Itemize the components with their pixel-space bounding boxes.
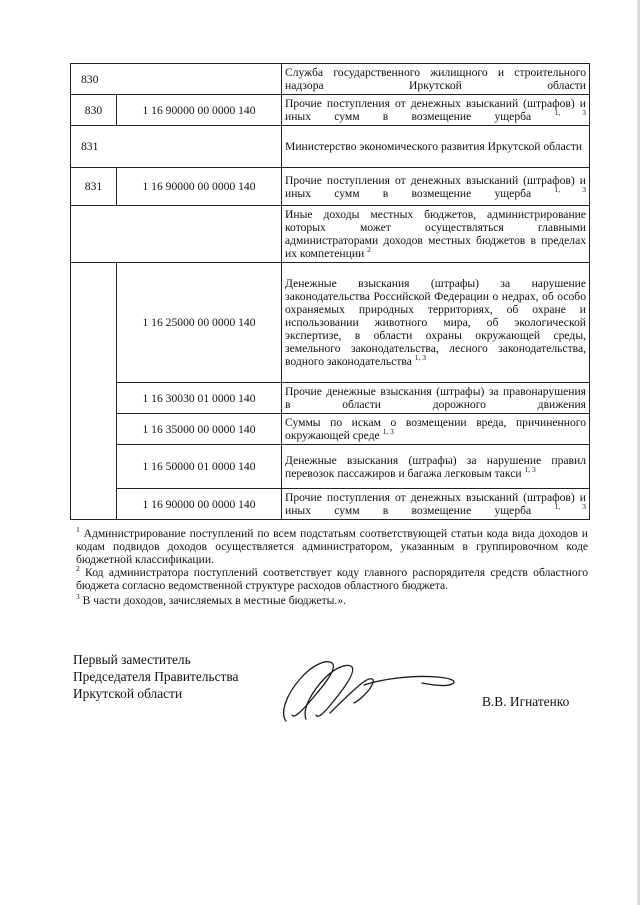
revenue-name-text: Денежные взыскания (штрафы) за нарушение законодательства Российской Федерации о недрах, об особо охраняемых природных территориях, об охране и использовании животного мира, об экологической экспертизе, в области охраны окружающей среды, земельного законодательства, лесного законодательства, водного законодательства <box>285 277 587 368</box>
table-row <box>71 126 590 168</box>
footnote-text: В части доходов, зачисляемых в местные бюджеты.». <box>82 594 347 607</box>
signatory-title <box>73 651 238 702</box>
revenue-name-text: Прочие поступления от денежных взысканий (штрафов) и иных сумм в возмещение ущерба <box>285 491 587 517</box>
revenue-name-cell <box>282 445 590 489</box>
footnote-reference: 1, 3 <box>382 427 394 437</box>
revenue-code-cell: 1 16 50000 01 0000 140 <box>117 445 282 489</box>
revenue-name-text: Прочие поступления от денежных взысканий (штрафов) и иных сумм в возмещение ущерба <box>285 173 587 200</box>
revenue-code-cell: 1 16 90000 00 0000 140 <box>117 489 282 520</box>
revenue-name-text: Министерство экономического развития Иркутской области <box>285 140 583 153</box>
table-row <box>71 383 590 414</box>
revenue-name-cell <box>282 64 590 95</box>
footnote-3 <box>76 594 588 607</box>
table-row <box>71 445 590 489</box>
signatory-title-line: Первый заместитель <box>73 652 191 667</box>
revenue-administrators-table <box>70 63 590 520</box>
handwritten-signature <box>272 655 462 725</box>
admin-code-cell: 830 <box>71 95 117 126</box>
admin-code-cell <box>71 263 117 520</box>
empty-code-cell <box>71 206 282 263</box>
signatory-name: В.В. Игнатенко <box>482 694 570 709</box>
footnote-1 <box>76 527 588 566</box>
revenue-name-text: Суммы по искам о возмещении вреда, причиненного окружающей среде <box>285 416 587 442</box>
admin-code-cell: 831 <box>71 168 117 206</box>
table-row <box>71 414 590 445</box>
footnote-2 <box>76 566 588 592</box>
revenue-name-text: Денежные взыскания (штрафы) за нарушение правил перевозок пассажиров и багажа легковым такси <box>285 453 587 480</box>
revenue-name-cell <box>282 95 590 126</box>
footnote-mark: 3 <box>76 592 80 602</box>
footnote-text: Код администратора поступлений соответствует коду главного распорядителя средств областного бюджета согласно ведомственной структуре расходов областного бюджета. <box>76 566 588 592</box>
revenue-name-cell <box>282 126 590 168</box>
revenue-code-cell: 1 16 90000 00 0000 140 <box>117 95 282 126</box>
revenue-name-text: Служба государственного жилищного и строительного надзора Иркутской области <box>285 66 587 92</box>
footnote-reference: 2 <box>367 245 371 255</box>
footnote-text: Администрирование поступлений по всем подстатьям соответствующей статьи кода вида доходов и кодам подвидов доходов осуществляется администратором, указанным в группировочном коде бюджетной классификации. <box>76 527 588 566</box>
revenue-code-cell: 1 16 30030 01 0000 140 <box>117 383 282 414</box>
admin-code-cell: 831 <box>71 126 282 168</box>
footnote-mark: 1 <box>76 525 80 535</box>
revenue-name-cell <box>282 206 590 263</box>
footnote-reference: 1, 3 <box>524 464 536 474</box>
revenue-name-cell <box>282 168 590 206</box>
table-row <box>71 263 590 383</box>
footnote-reference: 1, 3 <box>554 502 587 512</box>
footnotes <box>76 527 588 607</box>
table-row <box>71 95 590 126</box>
revenue-name-cell <box>282 383 590 414</box>
footnote-reference: 1, 3 <box>414 353 427 363</box>
table-row <box>71 489 590 520</box>
revenue-name-cell <box>282 263 590 383</box>
revenue-name-text: Прочие денежные взыскания (штрафы) за правонарушения в области дорожного движения <box>285 385 587 411</box>
admin-code-cell: 830 <box>71 64 282 95</box>
signatory-title-line: Председателя Правительства <box>73 669 239 684</box>
revenue-name-text: Прочие поступления от денежных взысканий (штрафов) и иных сумм в возмещение ущерба <box>285 97 587 123</box>
table-row <box>71 64 590 95</box>
table-row <box>71 168 590 206</box>
revenue-name-cell <box>282 489 590 520</box>
revenue-name-text: Иные доходы местных бюджетов, администрирование которых может осуществляться главными администраторами доходов местных бюджетов в пределах их компетенции <box>285 208 587 260</box>
signatory-title-line: Иркутской области <box>73 686 183 701</box>
footnote-reference: 1, 3 <box>554 184 587 194</box>
revenue-name-cell <box>282 414 590 445</box>
footnote-mark: 2 <box>76 564 80 574</box>
table-row <box>71 206 590 263</box>
revenue-code-cell: 1 16 25000 00 0000 140 <box>117 263 282 383</box>
revenue-code-cell: 1 16 90000 00 0000 140 <box>117 168 282 206</box>
revenue-code-cell: 1 16 35000 00 0000 140 <box>117 414 282 445</box>
footnote-reference: 1, 3 <box>554 108 587 118</box>
